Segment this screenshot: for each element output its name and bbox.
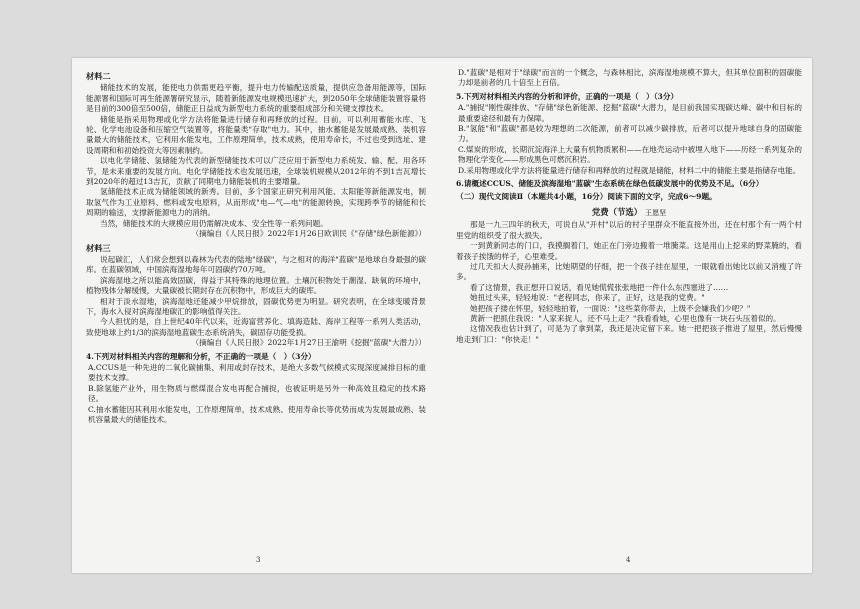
paragraph: 这情况我也估计到了，可是为了拿到菜，我还是决定留下来。她一把把孩子推进了屋里，然后慢慢地走到门口："你快走！" <box>456 324 802 344</box>
paragraph: 今人担忧的是，自上世纪40年代以来，近海富营养化、填海造陆、海岸工程等一系列人类活动，致使地球上约1/3的滨海湿地蓝碳生态系统消失，碳固存功能受损。 <box>86 317 426 337</box>
page-number: 3 <box>256 555 261 563</box>
option-d: D.采用物理或化学方法将能量进行储存和再释放的过程就是储能，材料二中的储能主要是指储存电能。 <box>458 165 801 175</box>
paragraph: 滨海湿地之所以能高效固碳，得益于其特殊的地理位置。土壤沉积物处于潮湿、缺氧的环境中，植物残体分解缓慢，大量碳被长期封存在沉积物中，形成巨大的碳库。 <box>86 275 426 296</box>
page-right <box>456 68 802 563</box>
material3-heading: 材料三 <box>86 242 111 253</box>
story-title: 党费（节选） <box>591 206 643 217</box>
section-heading: （二）现代文阅读Ⅱ（本题共4小题，16分）阅读下面的文字，完成6～9题。 <box>456 192 717 202</box>
paragraph: 看了这情景，我正想开口说话，看见她慌慌张张地把一件什么东西塞进了…… <box>470 282 729 292</box>
paragraph: 储能技术的发展，能使电力供需更趋平衡，提升电力传输配送质量，提供应急备用能源等，国际能源署和国际可再生能源署研究显示，随着新能源发电规模迅速扩大，到2050年全球储能装置容量将是目前的300倍至500倍，储能正日益成为新型电力系统的重要组成部分和关键支撑技术。 <box>86 83 426 114</box>
question-5: 5.下列对材料相关内容的分析和评价，正确的一项是（ ）（3分） <box>456 91 679 101</box>
question-6: 6.请概述CCUS、储能及滨海湿地"蓝碳"生态系统在绿色低碳发展中的优势及不足。（6分） <box>456 179 764 189</box>
paragraph: 那是一九三四年的秋天，可说自从"开村"以后的村子里群众不能直接外出，还在村那个有一两个村里党的组织受了很大损失。 <box>456 220 802 240</box>
story-title-line <box>456 207 802 218</box>
option-b: B.除氢能产业外，用生物质与燃煤混合发电再配合捕捉，也被证明是另外一种高效且稳定的技术路径。 <box>88 383 426 404</box>
source-note: （摘编自《人民日报》2022年1月26日欧训民《"存储"绿色新能源》） <box>191 229 426 239</box>
paragraph: 当然，储能技术的大规模应用仍需解决成本、安全性等一系列问题。 <box>100 218 328 228</box>
story-author: 王愿坚 <box>645 208 667 217</box>
option-a: A.CCUS是一种先进的二氧化碳捕集、利用或封存技术，是绝大多数气候模式实现深度减排目标的重要技术支撑。 <box>88 362 426 383</box>
option-b: B."氢能"和"蓝碳"都是较为理想的二次能源，前者可以减少碳排放，后者可以提升地球自身的固碳能力。 <box>458 124 802 144</box>
source-note: （摘编自《人民日报》2022年1月27日王渝明《挖掘"蓝碳"大潜力》） <box>191 338 426 348</box>
paragraph: 她把孩子搂在怀里，轻轻地拍着，一面说："这些菜你带去，上级不会嫌我们少吧？" <box>470 303 751 313</box>
paragraph: 她扭过头来，轻轻地说："老程同志，你来了，正好，这是我的党费。" <box>470 293 705 303</box>
option-c: C.抽水蓄能因其利用水能发电，工作原理简单，技术成熟、使用寿命长等优势而成为发展最成熟、装机容量最大的储能技术。 <box>88 404 426 424</box>
option-d: D."蓝碳"是相对于"绿碳"而言的一个概念，与森林相比，滨海湿地规模不算大，但其单位面积的固碳能力却是前者的几十倍至上百倍。 <box>458 68 802 88</box>
material2-heading: 材料二 <box>86 71 111 81</box>
paragraph: 说起碳汇，人们常会想到以森林为代表的陆地"绿碳"，与之相对的海洋"蓝碳"是地球自身最强的碳库。在蓝碳领域，中国滨海湿地每年可固碳约70万吨。 <box>86 254 426 275</box>
paragraph: 氢储能技术正成为储能领域的新秀。目前，多个国家正研究利用风能、太阳能等新能源发电，制取氢气作为工业原料、燃料或发电原料，从而形成"电—气—电"的能源转换，实现跨季节的储能和长周期的输送，支撑新能源电力的消纳。 <box>86 187 426 218</box>
paragraph: 以电化学储能、氢储能为代表的新型储能技术可以广泛应用于新型电力系统发、输、配、用各环节，是未来重要的发展方向。电化学储能技术也发展迅速，全球装机规模从2012年的不到1吉瓦增长到2020年的超过13吉瓦，贡献了同期电力储能装机的主要增量。 <box>86 156 426 187</box>
page-number: 4 <box>626 555 631 563</box>
paragraph: 过几天扣大人捉孙捕来，比她期望的仔细，把一个孩子挂在屋里，一眼就看出她比以前又消瘦了许多。 <box>456 261 802 282</box>
option-c: C.煤炭的形成，长期沉淀海洋上大量有机物质累积——在地壳运动中被埋入地下——历经一系列复杂的物理化学变化——形成黑色可燃沉积岩。 <box>458 144 802 165</box>
question-4: 4.下列对材料相关内容的理解和分析，不正确的一项是（ ）（3分） <box>86 351 316 361</box>
option-a: A."捕捉"刚性碳排放、"存储"绿色新能源、挖掘"蓝碳"大潜力，是目前我国实现碳达峰、碳中和目标的最重要途径和最有力保障。 <box>458 103 802 123</box>
exam-sheet <box>72 58 812 573</box>
page-left <box>86 68 426 563</box>
paragraph: 相对于淡水湿地，滨海湿地还能减少甲烷排放，固碳优势更为明显。研究表明，在全球变暖背景下，海水入侵对滨海湿地碳汇的影响值得关注。 <box>86 296 426 316</box>
paragraph: 黄新一把抓住我说："人家来捉人，还不马上走？"我看看她，心里也像有一块石头压着似的。 <box>470 313 781 323</box>
paragraph: 一到黄新同志的门口，我摸搁着门，她正在门旁边搬着一堆腌菜。这是用山上挖来的野菜腌的，看着孩子挨饿的样子，心里难受。 <box>456 241 802 261</box>
paragraph: 储能是指采用物理或化学方法将能量进行储存和再释放的过程。目前，可以利用蓄能水库、飞轮、化学电池设备和压缩空气装置等，将能量类"存取"电力。其中，抽水蓄能是发展最成熟、装机容量最大的储能技术，它利用水能发电，工作原理简单，技术成熟，使用寿命长，不过也受到选址、建设周期和和初始投资大等因素制约。 <box>86 114 426 155</box>
